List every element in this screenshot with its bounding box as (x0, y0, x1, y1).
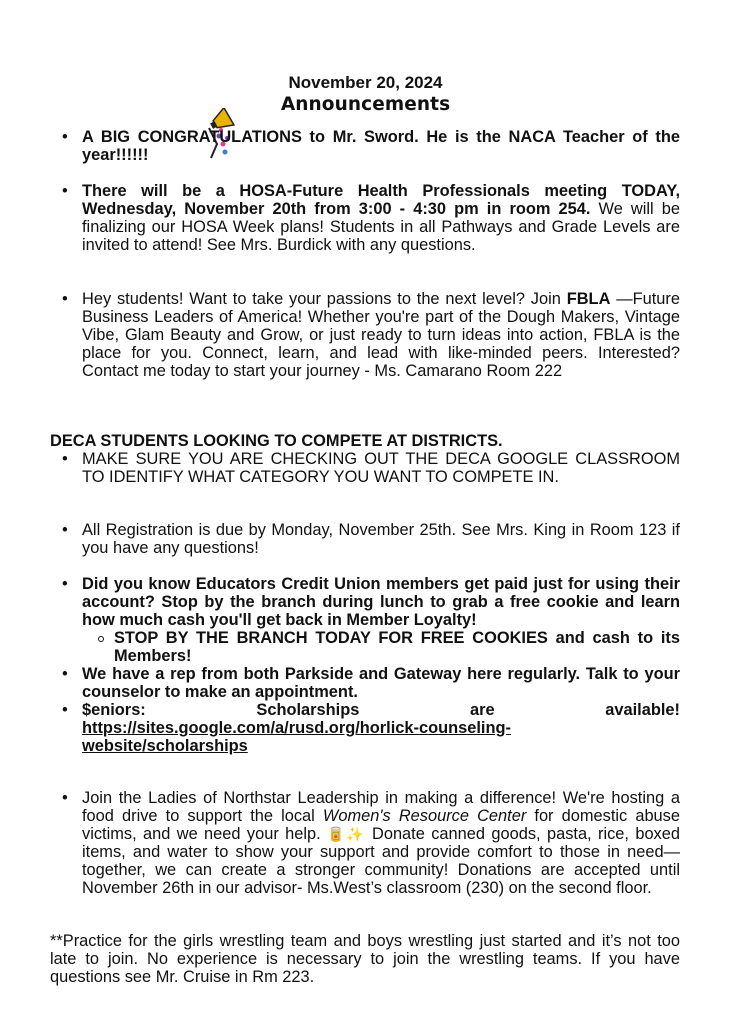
sub-list-item (50, 629, 680, 665)
registration-text: All Registration is due by Monday, November 25th. See Mrs. King in Room 123 if you have any questions! (82, 521, 680, 557)
northstar-text: Join the Ladies of Northstar Leadership in making a difference! We're hosting a food drive to support the local (82, 789, 680, 825)
seniors-word: • $eniors: (82, 701, 146, 719)
deca-list (50, 521, 680, 557)
deca-classroom-text: MAKE SURE YOU ARE CHECKING OUT THE DECA GOOGLE CLASSROOM TO IDENTIFY WHAT CATEGORY YOU WANT TO COMPETE IN. (82, 450, 680, 486)
list-item (50, 521, 680, 557)
deca-list (50, 575, 680, 755)
list-item (50, 128, 680, 164)
announcements-list (50, 290, 680, 380)
northstar-text: Donate canned goods, pasta, rice, boxed items, and water to show your support and provide comfort to those in need—together, we can create a stronger community! Donations are accepted until November 26th in our advisor- Ms.West’s classroom (230) on the second floor. (82, 825, 680, 897)
northstar-text: for domestic abuse victims, and we need your help. (82, 807, 680, 843)
announcements-list (50, 128, 680, 164)
hosa-bold-text: There will be a HOSA-Future Health Professionals meeting TODAY, Wednesday, November 20th from 3:00 - 4:30 pm in room 254. (82, 182, 680, 218)
ecu-sub-text: STOP BY THE BRANCH TODAY FOR FREE COOKIES and cash to its Members! (114, 629, 680, 665)
scholarships-link[interactable]: https://sites.google.com/a/rusd.org/horlick-counseling-website/scholarships (82, 719, 511, 755)
deca-list (50, 450, 680, 486)
page-title: Announcements (280, 94, 451, 115)
seniors-word: available! (605, 701, 680, 719)
fbla-text: Hey students! Want to take your passions to the next level? Join (82, 290, 567, 308)
congrats-text: A BIG CONGRATULATIONS to Mr. Sword. He is the NACA Teacher of the year!!!!!! (82, 128, 680, 164)
seniors-word: Scholarships (256, 701, 360, 719)
announcements-list (50, 182, 680, 254)
deca-heading: DECA STUDENTS LOOKING TO COMPETE AT DISTRICTS. (50, 432, 503, 450)
can-sparkles-icon: 🥫✨ (327, 826, 366, 842)
page-date: November 20, 2024 (288, 73, 443, 92)
list-item (50, 701, 680, 755)
list-item (50, 789, 680, 897)
seniors-word: are (469, 701, 495, 719)
northstar-italic: Women's Resource Center (322, 807, 527, 825)
list-item (50, 182, 680, 254)
wrestling-note: **Practice for the girls wrestling team and boys wrestling just started and it’s not too late to join. No experience is necessary to join the wrestling teams. If you have questions see Mr. Cruise in Rm 223. (50, 932, 680, 986)
list-item (50, 290, 680, 380)
fbla-bold: FBLA (566, 290, 611, 308)
ecu-text: Did you know Educators Credit Union members get paid just for using their account? Stop by the branch during lunch to grab a free cookie and learn how much cash you'll get back in Member Loyalty! (82, 575, 680, 629)
list-item (50, 575, 680, 629)
seniors-line (82, 701, 680, 719)
rep-text: We have a rep from both Parkside and Gateway here regularly. Talk to your counselor to make an appointment. (82, 665, 680, 701)
hosa-text: We will be finalizing our HOSA Week plans! Students in all Pathways and Grade Levels are invited to attend! See Mrs. Burdick with any questions. (82, 200, 680, 254)
fbla-text-rest: —Future Business Leaders of America! Whether you're part of the Dough Makers, Vintage Vibe, Glam Beauty and Grow, or just ready to turn ideas into action, FBLA is the place for you. Connect, learn, and lead with like-minded peers. Interested? Contact me today to start your journey - Ms. Camarano Room 222 (82, 290, 680, 380)
list-item (50, 665, 680, 701)
northstar-list (50, 789, 680, 897)
list-item (50, 450, 680, 486)
